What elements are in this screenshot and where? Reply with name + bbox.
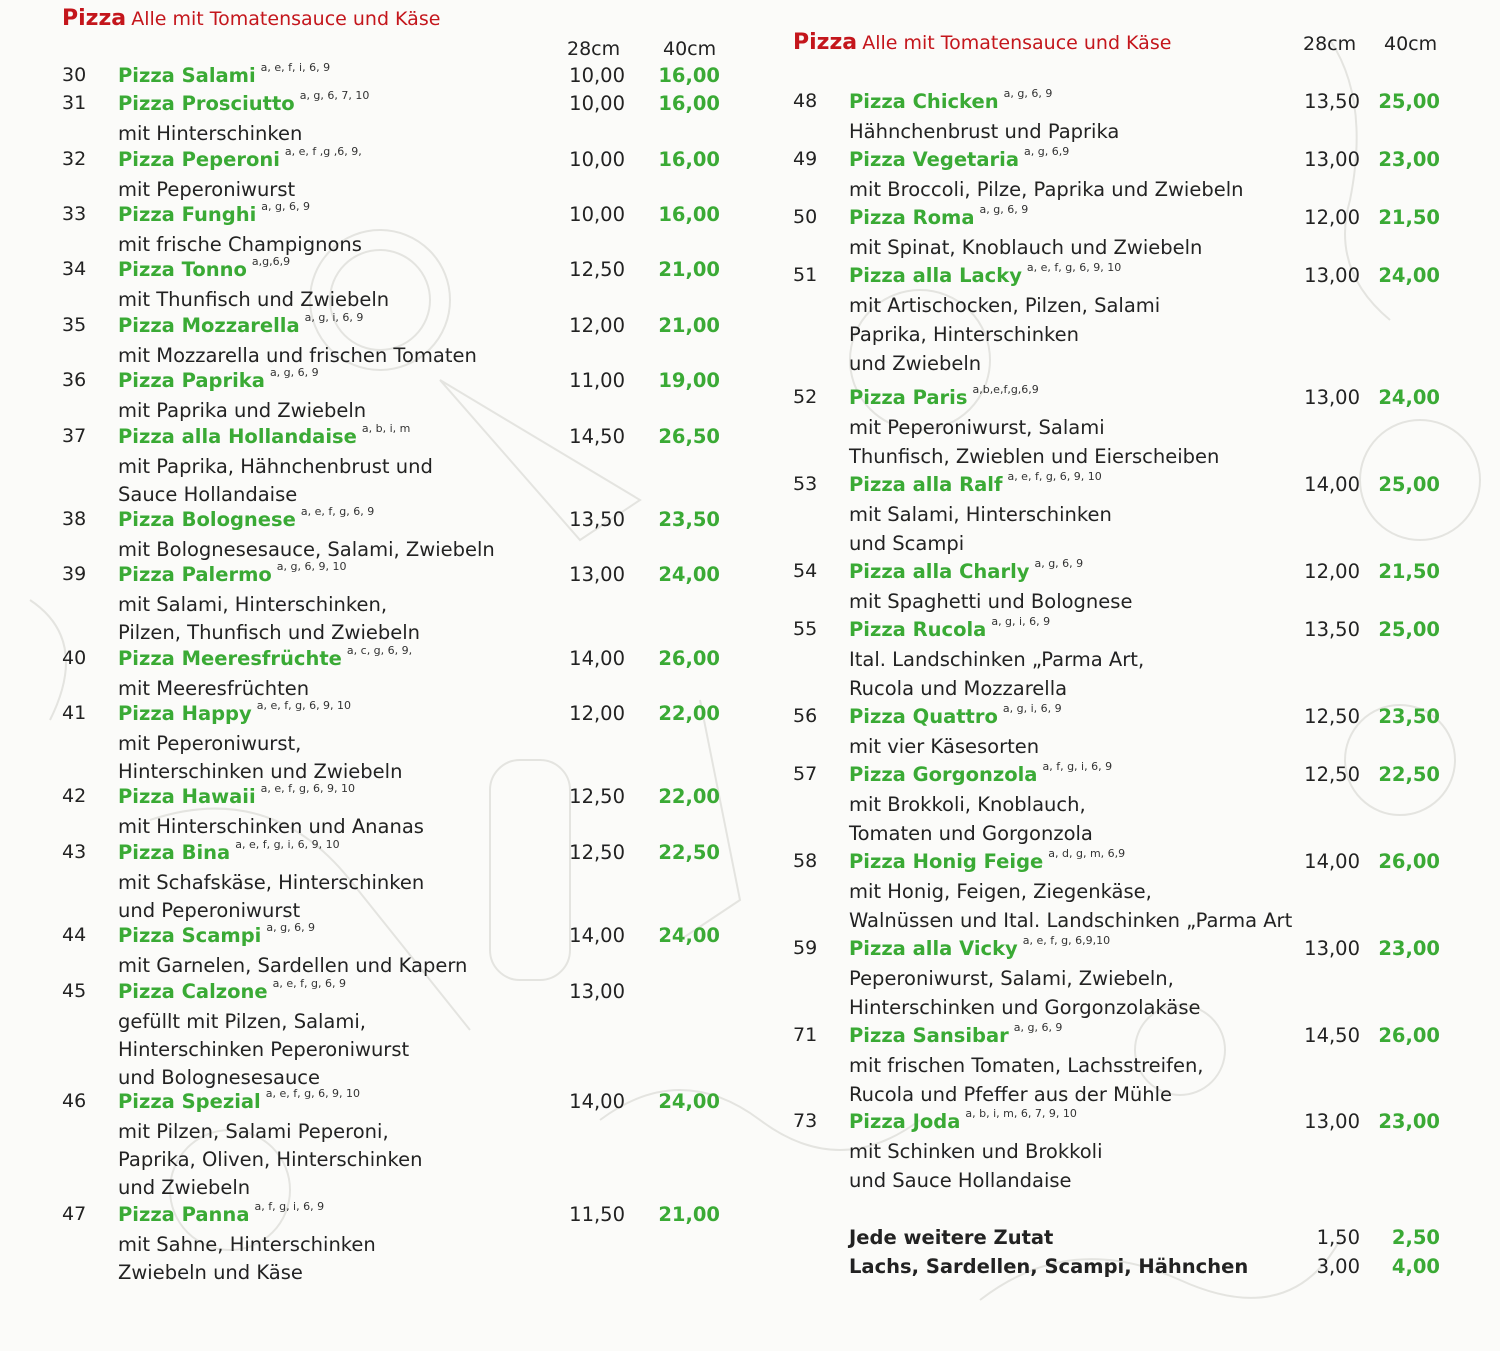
item-name-text: Pizza alla Charly [849, 560, 1030, 583]
item-name [118, 1087, 361, 1113]
header-subtitle: Alle mit Tomatensauce und Käse [862, 32, 1172, 54]
item-name-text: Pizza Rucola [849, 618, 987, 641]
item-name [118, 145, 362, 171]
item-description: und Bolognesesauce [118, 1066, 321, 1089]
price-40cm: 16,00 [658, 203, 720, 226]
item-name [118, 89, 370, 115]
item-name-text: Pizza Hawaii [118, 785, 256, 808]
price-40cm: 21,50 [1378, 560, 1440, 583]
price-40cm: 22,50 [658, 841, 720, 864]
price-28cm: 10,00 [569, 203, 625, 226]
price-28cm: 10,00 [569, 148, 625, 171]
item-name [118, 505, 375, 531]
item-name [118, 699, 352, 725]
item-number: 30 [62, 64, 87, 86]
item-description: gefüllt mit Pilzen, Salami, [118, 1010, 366, 1033]
item-description: mit Hinterschinken [118, 122, 303, 145]
item-number: 41 [62, 702, 87, 724]
item-name [118, 1200, 325, 1226]
item-description: mit Brokkoli, Knoblauch, [849, 793, 1086, 816]
header-subtitle: Alle mit Tomatensauce und Käse [131, 8, 441, 30]
header-title: Pizza [793, 30, 858, 55]
item-name-text: Pizza Paprika [118, 369, 265, 392]
item-number: 42 [62, 785, 87, 807]
item-allergens: a, g, 6, 9 [979, 203, 1029, 216]
item-allergens: a, e, f, g, 6, 9, 10 [1007, 470, 1102, 483]
item-description: Tomaten und Gorgonzola [849, 822, 1093, 845]
item-name-text: Pizza Mozzarella [118, 314, 300, 337]
item-number: 43 [62, 841, 87, 863]
item-allergens: a, e, f, g, 6, 9, 10 [256, 699, 352, 712]
item-allergens: a, g, i, 6, 9 [991, 615, 1051, 628]
price-28cm: 12,50 [569, 785, 625, 808]
item-description: mit vier Käsesorten [849, 735, 1040, 758]
item-description: mit Salami, Hinterschinken [849, 503, 1112, 526]
price-28cm: 10,00 [569, 92, 625, 115]
price-40cm: 16,00 [658, 64, 720, 87]
item-name-text: Pizza Scampi [118, 924, 262, 947]
item-allergens: a, f, g, i, 6, 9 [1042, 760, 1113, 773]
item-name [118, 61, 331, 87]
price-28cm: 13,00 [1304, 148, 1360, 171]
item-allergens: a, e, f, g, i, 6, 9, 10 [235, 838, 340, 851]
item-name-text: Pizza Happy [118, 702, 252, 725]
item-number: 32 [62, 148, 87, 170]
item-name-text: Pizza alla Vicky [849, 937, 1018, 960]
item-number: 35 [62, 314, 87, 336]
item-number: 31 [62, 92, 87, 114]
item-name-text: Pizza Spezial [118, 1090, 261, 1113]
item-name [118, 838, 340, 864]
item-description: Peperoniwurst, Salami, Zwiebeln, [849, 967, 1174, 990]
item-allergens: a, e, f ,g ,6, 9, [284, 145, 362, 158]
price-40cm: 19,00 [658, 369, 720, 392]
item-description: Paprika, Oliven, Hinterschinken [118, 1148, 423, 1171]
item-number: 59 [793, 937, 818, 959]
item-allergens: a, e, f, g, 6,9,10 [1022, 934, 1111, 947]
item-description: mit Schafskäse, Hinterschinken [118, 871, 425, 894]
item-name [849, 1107, 1077, 1133]
item-description: mit Peperoniwurst, Salami [849, 416, 1105, 439]
item-name-text: Pizza Joda [849, 1110, 961, 1133]
price-40cm: 16,00 [658, 148, 720, 171]
price-28cm: 14,50 [1304, 1024, 1360, 1047]
item-number: 73 [793, 1110, 818, 1132]
item-name-text: Pizza Salami [118, 64, 256, 87]
price-40cm: 26,00 [658, 647, 720, 670]
price-28cm: 14,50 [569, 425, 625, 448]
item-allergens: a, e, f, i, 6, 9 [260, 61, 331, 74]
item-description: Rucola und Mozzarella [849, 677, 1068, 700]
item-number: 51 [793, 264, 818, 286]
price-40cm: 24,00 [1378, 264, 1440, 287]
size-28-label: 28cm [1303, 33, 1357, 55]
price-40cm: 24,00 [658, 1090, 720, 1113]
item-number: 38 [62, 508, 87, 530]
price-40cm: 21,00 [658, 258, 720, 281]
item-description: Pilzen, Thunfisch und Zwiebeln [118, 621, 421, 644]
item-allergens: a, e, f, g, 6, 9 [300, 505, 375, 518]
price-28cm: 14,00 [569, 924, 625, 947]
item-name [849, 934, 1111, 960]
item-number: 55 [793, 618, 818, 640]
price-40cm: 16,00 [658, 92, 720, 115]
price-40cm: 21,00 [658, 1203, 720, 1226]
price-28cm: 13,00 [569, 563, 625, 586]
item-name-text: Pizza Vegetaria [849, 148, 1019, 171]
item-name-text: Pizza Prosciutto [118, 92, 295, 115]
price-40cm: 25,00 [1378, 473, 1440, 496]
item-name-text: Pizza Roma [849, 206, 975, 229]
item-name [118, 311, 364, 337]
right-header [793, 30, 1171, 55]
price-28cm: 11,50 [569, 1203, 625, 1226]
item-name [118, 644, 413, 670]
price-40cm: 23,00 [1378, 937, 1440, 960]
item-description: mit Schinken und Brokkoli [849, 1140, 1103, 1163]
price-28cm: 12,00 [569, 314, 625, 337]
item-description: Hinterschinken und Gorgonzolakäse [849, 996, 1201, 1019]
item-name-text: Pizza alla Ralf [849, 473, 1003, 496]
item-name-text: Pizza Gorgonzola [849, 763, 1038, 786]
price-28cm: 3,00 [1316, 1255, 1360, 1278]
item-allergens: a, g, 6,9 [1024, 145, 1070, 158]
price-28cm: 13,00 [569, 980, 625, 1003]
price-28cm: 11,00 [569, 369, 625, 392]
item-allergens: a, g, 6, 7, 10 [299, 89, 370, 102]
price-40cm: 4,00 [1391, 1255, 1440, 1278]
price-28cm: 13,50 [1304, 90, 1360, 113]
item-description: und Peperoniwurst [118, 899, 301, 922]
item-number: 46 [62, 1090, 87, 1112]
item-number: 52 [793, 386, 818, 408]
item-name-text: Pizza Calzone [118, 980, 268, 1003]
item-name [118, 977, 346, 1003]
price-40cm: 23,50 [1378, 705, 1440, 728]
price-28cm: 12,50 [1304, 705, 1360, 728]
item-description: Hinterschinken Peperoniwurst [118, 1038, 410, 1061]
item-description: mit Peperoniwurst [118, 178, 296, 201]
item-name [118, 782, 355, 808]
price-28cm: 13,00 [1304, 264, 1360, 287]
item-name [849, 1021, 1063, 1047]
item-allergens: a, g, 6, 9, 10 [276, 560, 347, 573]
item-allergens: a, g, 6, 9 [1034, 557, 1084, 570]
item-description: mit Honig, Feigen, Ziegenkäse, [849, 880, 1152, 903]
item-description: mit Paprika, Hähnchenbrust und [118, 455, 433, 478]
item-description: mit frischen Tomaten, Lachsstreifen, [849, 1054, 1204, 1077]
item-description: mit Salami, Hinterschinken, [118, 593, 388, 616]
price-28cm: 13,00 [1304, 386, 1360, 409]
item-name-text: Pizza Tonno [118, 258, 247, 281]
item-description: mit Mozzarella und frischen Tomaten [118, 344, 477, 367]
price-40cm: 23,00 [1378, 148, 1440, 171]
item-allergens: a, c, g, 6, 9, [346, 644, 413, 657]
item-allergens: a, f, g, i, 6, 9 [254, 1200, 325, 1213]
item-allergens: a, e, f, g, 6, 9, 10 [1026, 261, 1122, 274]
item-name [118, 921, 316, 947]
price-40cm: 26,50 [658, 425, 720, 448]
item-number: 36 [62, 369, 87, 391]
item-description: Walnüssen und Ital. Landschinken „Parma Art [849, 909, 1293, 932]
price-40cm: 21,00 [658, 314, 720, 337]
price-28cm: 12,50 [569, 258, 625, 281]
item-description: Thunfisch, Zwieblen und Eierscheiben [849, 445, 1220, 468]
item-description: Rucola und Pfeffer aus der Mühle [849, 1083, 1173, 1106]
price-28cm: 12,00 [1304, 560, 1360, 583]
item-name [849, 847, 1126, 873]
item-name [849, 702, 1062, 728]
item-description: Hähnchenbrust und Paprika [849, 120, 1120, 143]
price-40cm: 21,50 [1378, 206, 1440, 229]
item-name-text: Pizza Chicken [849, 90, 999, 113]
price-40cm: 25,00 [1378, 618, 1440, 641]
item-description: mit Bolognesesauce, Salami, Zwiebeln [118, 538, 495, 561]
item-number: 39 [62, 563, 87, 585]
price-28cm: 13,50 [1304, 618, 1360, 641]
item-description: Paprika, Hinterschinken [849, 323, 1080, 346]
item-description: mit Spaghetti und Bolognese [849, 590, 1133, 613]
price-28cm: 14,00 [1304, 473, 1360, 496]
item-description: Zwiebeln und Käse [118, 1261, 303, 1284]
item-allergens: a, g, 6, 9 [269, 366, 319, 379]
item-allergens: a, e, f, g, 6, 9, 10 [265, 1087, 361, 1100]
item-name-text: Pizza Bolognese [118, 508, 296, 531]
price-28cm: 1,50 [1316, 1226, 1360, 1249]
price-28cm: 14,00 [569, 1090, 625, 1113]
extra-name: Lachs, Sardellen, Scampi, Hähnchen [849, 1255, 1249, 1278]
item-description: mit Meeresfrüchten [118, 677, 310, 700]
item-allergens: a, b, i, m, 6, 7, 9, 10 [965, 1107, 1077, 1120]
price-28cm: 12,50 [1304, 763, 1360, 786]
item-allergens: a,g,6,9 [251, 255, 291, 268]
item-name-text: Pizza Meeresfrüchte [118, 647, 342, 670]
price-40cm: 26,00 [1378, 1024, 1440, 1047]
item-description: mit Peperoniwurst, [118, 732, 302, 755]
item-name-text: Pizza Peperoni [118, 148, 280, 171]
item-allergens: a, g, 6, 9 [1003, 87, 1053, 100]
item-allergens: a, g, 6, 9 [261, 200, 310, 213]
price-40cm: 22,00 [658, 702, 720, 725]
item-number: 47 [62, 1203, 87, 1225]
price-40cm: 24,00 [658, 563, 720, 586]
item-description: mit Artischocken, Pilzen, Salami [849, 294, 1161, 317]
price-40cm: 23,50 [658, 508, 720, 531]
item-number: 48 [793, 90, 818, 112]
item-name [118, 255, 291, 281]
item-description: mit Thunfisch und Zwiebeln [118, 288, 390, 311]
item-description: Ital. Landschinken „Parma Art, [849, 648, 1145, 671]
price-40cm: 26,00 [1378, 850, 1440, 873]
item-name [849, 615, 1051, 641]
item-name [118, 200, 310, 226]
item-name-text: Pizza Paris [849, 386, 968, 409]
item-name [849, 145, 1070, 171]
price-28cm: 14,00 [569, 647, 625, 670]
price-28cm: 10,00 [569, 64, 625, 87]
item-description: und Zwiebeln [849, 352, 982, 375]
item-allergens: a, g, i, 6, 9 [1002, 702, 1062, 715]
item-description: mit Sahne, Hinterschinken [118, 1233, 376, 1256]
price-40cm: 22,50 [1378, 763, 1440, 786]
price-40cm: 24,00 [658, 924, 720, 947]
item-name [849, 87, 1053, 113]
price-28cm: 14,00 [1304, 850, 1360, 873]
price-40cm: 23,00 [1378, 1110, 1440, 1133]
left-header [62, 6, 440, 31]
price-28cm: 13,00 [1304, 1110, 1360, 1133]
size-28-label: 28cm [567, 38, 621, 60]
item-name [849, 203, 1029, 229]
item-allergens: a, e, f, g, 6, 9 [272, 977, 346, 990]
item-name-text: Pizza Funghi [118, 203, 257, 226]
item-name-text: Pizza Panna [118, 1203, 250, 1226]
item-allergens: a, g, i, 6, 9 [304, 311, 364, 324]
item-number: 71 [793, 1024, 818, 1046]
item-description: mit Paprika und Zwiebeln [118, 399, 367, 422]
item-number: 40 [62, 647, 87, 669]
item-name [849, 383, 1039, 409]
price-28cm: 12,00 [569, 702, 625, 725]
item-number: 33 [62, 203, 87, 225]
price-40cm: 25,00 [1378, 90, 1440, 113]
item-description: mit Hinterschinken und Ananas [118, 815, 424, 838]
price-40cm: 22,00 [658, 785, 720, 808]
item-description: mit Garnelen, Sardellen und Kapern [118, 954, 468, 977]
item-number: 53 [793, 473, 818, 495]
item-name-text: Pizza Sansibar [849, 1024, 1009, 1047]
item-description: Hinterschinken und Zwiebeln [118, 760, 403, 783]
item-description: Sauce Hollandaise [118, 483, 298, 506]
item-name [118, 366, 319, 392]
item-number: 44 [62, 924, 87, 946]
price-40cm: 24,00 [1378, 386, 1440, 409]
item-number: 34 [62, 258, 87, 280]
extra-name: Jede weitere Zutat [849, 1226, 1054, 1249]
item-name-text: Pizza Honig Feige [849, 850, 1044, 873]
item-name [849, 557, 1084, 583]
item-description: mit Broccoli, Pilze, Paprika und Zwiebeln [849, 178, 1244, 201]
item-name-text: Pizza Bina [118, 841, 231, 864]
item-name [849, 470, 1102, 496]
item-number: 56 [793, 705, 818, 727]
item-description: und Zwiebeln [118, 1176, 251, 1199]
item-number: 37 [62, 425, 87, 447]
item-number: 49 [793, 148, 818, 170]
item-name-text: Pizza Quattro [849, 705, 998, 728]
item-number: 57 [793, 763, 818, 785]
item-name-text: Pizza alla Hollandaise [118, 425, 357, 448]
item-name [849, 760, 1113, 786]
item-allergens: a,b,e,f,g,6,9 [972, 383, 1039, 396]
item-name [849, 261, 1122, 287]
item-allergens: a, b, i, m [361, 422, 411, 435]
item-allergens: a, d, g, m, 6,9 [1048, 847, 1126, 860]
item-description: und Sauce Hollandaise [849, 1169, 1072, 1192]
item-number: 54 [793, 560, 818, 582]
item-allergens: a, g, 6, 9 [1013, 1021, 1063, 1034]
price-28cm: 12,50 [569, 841, 625, 864]
price-28cm: 12,00 [1304, 206, 1360, 229]
item-name [118, 560, 347, 586]
size-40-label: 40cm [663, 38, 717, 60]
item-description: mit Pilzen, Salami Peperoni, [118, 1120, 389, 1143]
item-number: 58 [793, 850, 818, 872]
item-description: und Scampi [849, 532, 965, 555]
item-allergens: a, e, f, g, 6, 9, 10 [260, 782, 355, 795]
item-allergens: a, g, 6, 9 [266, 921, 316, 934]
size-40-label: 40cm [1384, 33, 1438, 55]
price-28cm: 13,50 [569, 508, 625, 531]
item-number: 45 [62, 980, 87, 1002]
item-number: 50 [793, 206, 818, 228]
price-40cm: 2,50 [1391, 1226, 1440, 1249]
item-description: mit Spinat, Knoblauch und Zwiebeln [849, 236, 1203, 259]
header-title: Pizza [62, 6, 127, 31]
item-name [118, 422, 411, 448]
price-28cm: 13,00 [1304, 937, 1360, 960]
item-name-text: Pizza Palermo [118, 563, 272, 586]
item-name-text: Pizza alla Lacky [849, 264, 1022, 287]
item-description: mit frische Champignons [118, 233, 362, 256]
